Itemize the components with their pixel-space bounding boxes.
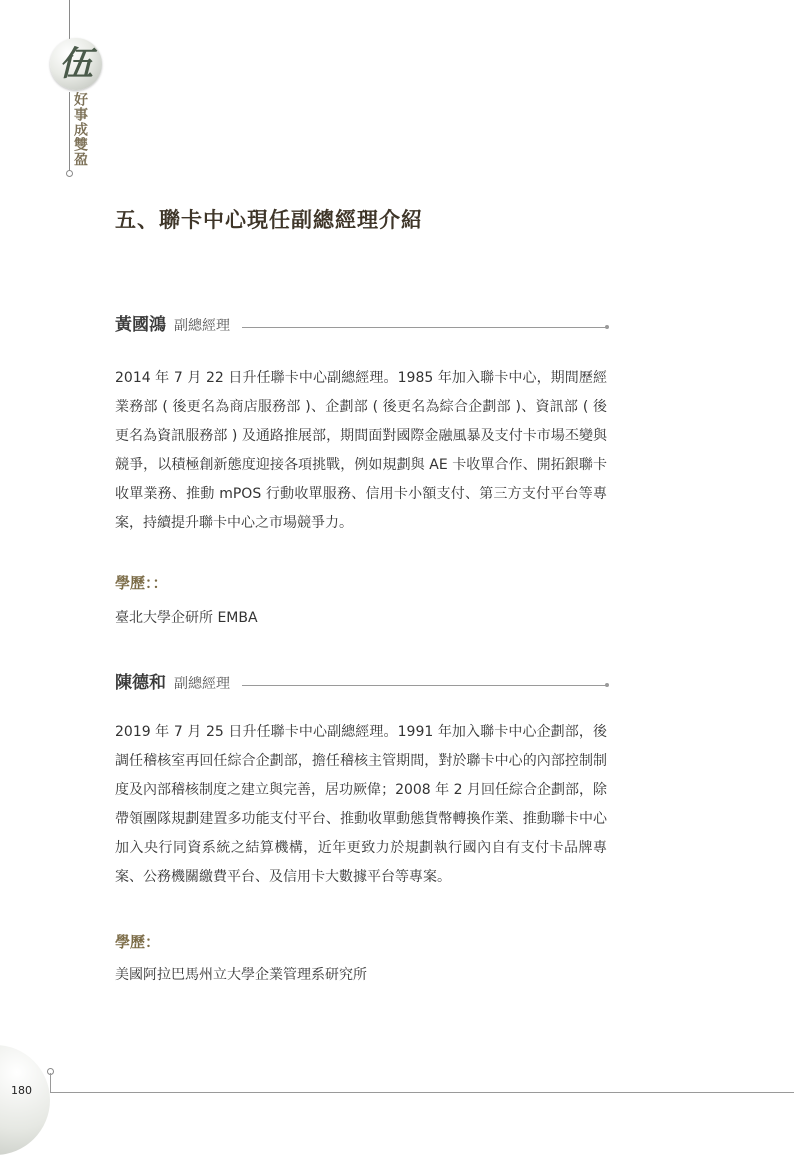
person-header	[115, 666, 607, 692]
page-corner-ornament	[0, 1045, 50, 1155]
chapter-badge	[50, 38, 102, 90]
section-heading: 五、聯卡中心現任副總經理介紹	[115, 208, 423, 232]
person-title: 副總經理	[174, 676, 230, 693]
chapter-rail-line	[69, 0, 70, 40]
person-bio: 2014 年 7 月 22 日升任聯卡中心副總經理。1985 年加入聯卡中心，期間歷經業務部 ( 後更名為商店服務部 )、企劃部 ( 後更名為綜合企劃部 )、資訊部 ( 後更名為資訊服務部 ) 及通路推展部，期間面對國際金融風暴及支付卡市場丕變與競爭，以積極創新態度迎接各項挑戰，例如規劃與 AE 卡收單合作、開拓銀聯卡收單業務、推動 mPOS 行動收單服務、信用卡小額支付、第三方支付平台等專案，持續提升聯卡中心之市場競爭力。	[115, 370, 607, 531]
divider-line	[242, 685, 607, 686]
chapter-title: 好事成雙盈	[72, 92, 88, 167]
education-label: 學歷：	[115, 933, 161, 951]
chapter-rail-line	[69, 92, 70, 172]
education-value: 美國阿拉巴馬州立大學企業管理系研究所	[115, 967, 367, 983]
page-number: 180	[11, 1084, 32, 1097]
footer-line	[50, 1092, 794, 1093]
education-value: 臺北大學企研所 EMBA	[115, 610, 258, 626]
person-name: 陳德和	[115, 673, 166, 693]
chapter-number: 伍	[59, 44, 93, 84]
divider-line	[242, 327, 607, 328]
person-bio: 2019 年 7 月 25 日升任聯卡中心副總經理。1991 年加入聯卡中心企劃部，後調任稽核室再回任綜合企劃部，擔任稽核主管期間，對於聯卡中心的內部控制制度及內部稽核制度之建立與完善，居功厥偉；2008 年 2 月回任綜合企劃部，除帶領團隊規劃建置多功能支付平台、推動收單動態貨幣轉換作業、推動聯卡中心加入央行同資系統之結算機構，近年更致力於規劃執行國內自有支付卡品牌專案、公務機關繳費平台、及信用卡大數據平台等專案。	[115, 724, 607, 885]
rail-end-dot	[66, 170, 73, 177]
footer-line	[50, 1073, 51, 1092]
person-name: 黃國鴻	[115, 315, 166, 335]
person-header	[115, 308, 607, 334]
education-label: 學歷：：	[115, 574, 168, 592]
person-title: 副總經理	[174, 318, 230, 335]
